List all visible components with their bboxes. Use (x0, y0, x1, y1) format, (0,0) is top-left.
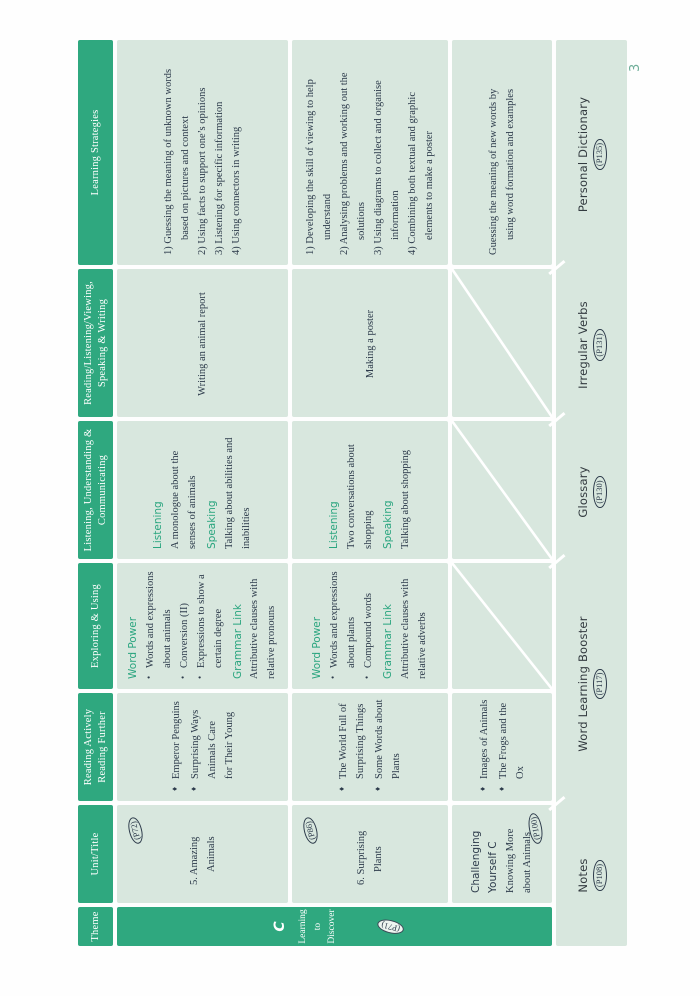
listening-line: shopping (363, 510, 374, 549)
header-label: Listening, Understanding & (82, 428, 94, 552)
speaking-line: Talking about abilities and (223, 437, 235, 549)
listening-heading: Listening (328, 501, 341, 549)
unit6-title-cell (292, 805, 448, 903)
grammar-line: Attributive clauses with (399, 578, 411, 679)
header-label: Unit/Title (89, 832, 101, 876)
speaking-heading: Speaking (206, 500, 218, 549)
strategy-line: 2) Analysing problems and working out the (339, 72, 350, 255)
band-label: Personal Dictionary (576, 96, 591, 213)
strategy-line: solutions (356, 202, 367, 240)
header-viewing-writing (78, 269, 113, 417)
page-ref-badge: (P86) (301, 816, 320, 845)
reading-line: Surprising Ways (189, 709, 201, 779)
theme-word: Learning (297, 909, 308, 944)
header-strategies (78, 40, 113, 265)
round-bullet-icon: • (194, 675, 205, 679)
exploring-line: certain degree (212, 608, 224, 668)
strategy-line: based on pictures and context (180, 115, 191, 240)
round-bullet-icon: • (143, 675, 154, 679)
reading-line: Ox (514, 766, 526, 779)
header-unit-title (78, 805, 113, 903)
reading-line: Some Words about (374, 699, 385, 779)
strategy-item (160, 46, 194, 255)
header-theme (78, 907, 113, 946)
unit-title-line: 5. Amazing (188, 836, 200, 885)
page-ref-badge: (P71) (376, 917, 405, 936)
theme-word: to (312, 922, 323, 931)
reading-line: The Frogs and the (497, 702, 509, 779)
appendix-band (556, 40, 627, 946)
strategy-line: 4) Using connectors in writing (231, 126, 242, 255)
reading-line: The World Full of (338, 703, 349, 779)
exploring-item (142, 569, 176, 679)
round-bullet-icon: • (328, 675, 338, 679)
diamond-bullet-icon: ♦ (373, 786, 382, 791)
grammar-line: Attributive clauses with (249, 578, 261, 679)
header-label: Exploring & Using (89, 584, 101, 668)
unit5-writing-cell (117, 269, 288, 417)
strategy-line: 2) Using facts to support one’s opinions (197, 87, 208, 255)
reading-line: Plants (391, 753, 402, 779)
round-bullet-icon: • (362, 675, 372, 679)
challenge-strategies-cell (452, 40, 552, 265)
header-label: Reading Further (96, 711, 108, 783)
reading-item (335, 699, 369, 791)
unit5-strategies-cell (117, 40, 288, 265)
reading-line: for Their Young (223, 711, 235, 779)
header-label: Speaking & Writing (96, 298, 108, 388)
band-segment-irregular-verbs (556, 269, 627, 421)
theme-initial: C (272, 921, 289, 932)
empty-crossed-cell (452, 421, 552, 559)
writing-task: Writing an animal report (197, 292, 208, 396)
listening-line: senses of animals (187, 475, 198, 549)
header-label: Reading Actively (82, 708, 94, 786)
page-ref-badge: (P108) (593, 860, 606, 891)
header-label: Communicating (96, 454, 108, 526)
theme-word: Discover (327, 909, 338, 944)
diamond-bullet-icon: ♦ (337, 786, 346, 791)
exploring-item (193, 569, 227, 679)
exploring-line: Conversion (II) (178, 602, 190, 668)
speaking-line: inabilities (240, 507, 252, 549)
word-power-heading: Word Power (126, 616, 139, 679)
challenge-title-cell (452, 805, 552, 903)
exploring-item (326, 569, 360, 679)
strategy-line: 4) Combining both textual and graphic (407, 91, 418, 255)
page-ref-badge: (P117) (593, 669, 606, 700)
strategy-item (336, 46, 370, 255)
exploring-line: about plants (346, 616, 357, 668)
unit5-reading-cell (117, 693, 288, 801)
exploring-line: Words and expressions (329, 571, 340, 668)
unit6-listening-cell (292, 421, 448, 559)
diamond-bullet-icon: ♦ (169, 786, 179, 791)
band-label: Notes (576, 858, 591, 893)
band-segment-word-learning-booster (556, 563, 627, 805)
strategy-line: 1) Guessing the meaning of unknown words (163, 68, 174, 255)
unit-title-line: 6. Surprising (356, 830, 367, 885)
challenge-title-line: about Animals (522, 832, 533, 893)
reading-item (187, 699, 238, 791)
challenge-heading-line: Challenging (470, 830, 482, 893)
header-reading (78, 693, 113, 801)
diamond-bullet-icon: ♦ (496, 786, 506, 791)
reading-line: Images of Animals (478, 699, 490, 779)
strategy-line: 3) Using diagrams to collect and organise (373, 80, 384, 255)
unit6-strategies-cell (292, 40, 448, 265)
challenge-heading-line: Yourself C (487, 841, 499, 893)
band-segment-notes (556, 805, 627, 946)
exploring-item (360, 569, 377, 679)
unit5-exploring-cell (117, 563, 288, 689)
band-label: Irregular Verbs (576, 301, 591, 389)
empty-crossed-cell (452, 269, 552, 417)
speaking-line: Talking about shopping (399, 449, 411, 549)
contents-table (78, 40, 627, 946)
reading-line: Surprising Things (355, 703, 366, 779)
speaking-heading: Speaking (382, 500, 394, 549)
diagonal-line-icon (452, 563, 552, 689)
band-label: Word Learning Booster (576, 616, 591, 752)
diamond-bullet-icon: ♦ (188, 786, 198, 791)
strategy-line: using word formation and examples (505, 88, 516, 240)
diagonal-line-icon (452, 269, 552, 417)
grammar-line: relative pronouns (266, 605, 278, 679)
listening-heading: Listening (152, 501, 165, 549)
listening-line: A monologue about the (170, 450, 181, 549)
reading-line: Emperor Penguins (170, 701, 182, 779)
band-label: Glossary (576, 466, 591, 518)
exploring-line: Compound words (363, 593, 374, 668)
reading-item (371, 699, 405, 791)
strategy-line: 1) Developing the skill of viewing to help (305, 79, 316, 255)
challenge-title-line: Knowing More (505, 828, 516, 893)
page-ref-badge: (P135) (593, 139, 606, 170)
round-bullet-icon: • (177, 675, 188, 679)
unit-title-line: Animals (205, 836, 217, 872)
listening-line: Two conversations about (346, 444, 357, 549)
page-ref-badge: (P100) (526, 812, 545, 845)
strategy-line: Guessing the meaning of new words by (488, 88, 499, 255)
strategy-item (194, 46, 211, 255)
strategy-item (211, 46, 228, 255)
exploring-item (176, 569, 193, 679)
writing-task: Making a poster (364, 309, 376, 379)
strategy-line: understand (322, 193, 333, 240)
word-power-heading: Word Power (311, 616, 324, 679)
reading-item (168, 699, 185, 791)
empty-crossed-cell (452, 563, 552, 689)
unit-title-line: Plants (373, 846, 384, 872)
exploring-line: about animals (161, 609, 173, 668)
grammar-line: relative adverbs (416, 612, 428, 679)
page-ref-badge: (P131) (593, 329, 606, 360)
diagonal-line-icon (452, 421, 552, 559)
strategy-item (228, 46, 245, 255)
reading-item (476, 699, 493, 791)
header-label: Reading/Listening/Viewing, (82, 281, 94, 405)
exploring-line: Expressions to show a (195, 574, 207, 668)
strategy-line: information (390, 190, 401, 240)
page-number: 3 (628, 63, 643, 72)
challenge-reading-cell (452, 693, 552, 801)
unit5-listening-cell (117, 421, 288, 559)
unit6-writing-cell (292, 269, 448, 417)
strategy-item (404, 46, 438, 255)
diamond-bullet-icon: ♦ (477, 786, 487, 791)
theme-pageref-wrap (380, 913, 401, 940)
band-segment-personal-dictionary (556, 40, 627, 269)
theme-cell (117, 907, 552, 946)
strategy-item (370, 46, 404, 255)
grammar-link-heading: Grammar Link (231, 604, 244, 679)
reading-line: Animals Care (206, 720, 218, 779)
strategy-item (302, 46, 336, 255)
grammar-link-heading: Grammar Link (382, 604, 394, 679)
exploring-line: Words and expressions (144, 571, 156, 668)
strategy-item (485, 46, 519, 255)
page-ref-badge: (P72) (126, 816, 145, 845)
header-label: Learning Strategies (89, 109, 101, 196)
strategy-line: 3) Listening for specific information (214, 101, 225, 255)
header-listening (78, 421, 113, 559)
header-exploring (78, 563, 113, 689)
page-ref-badge: (P130) (593, 476, 606, 507)
band-segment-glossary (556, 421, 627, 563)
unit6-exploring-cell (292, 563, 448, 689)
header-label: Theme (89, 911, 101, 942)
unit6-reading-cell (292, 693, 448, 801)
strategy-line: elements to make a poster (424, 130, 435, 240)
reading-item (495, 699, 529, 791)
unit5-title-cell (117, 805, 288, 903)
